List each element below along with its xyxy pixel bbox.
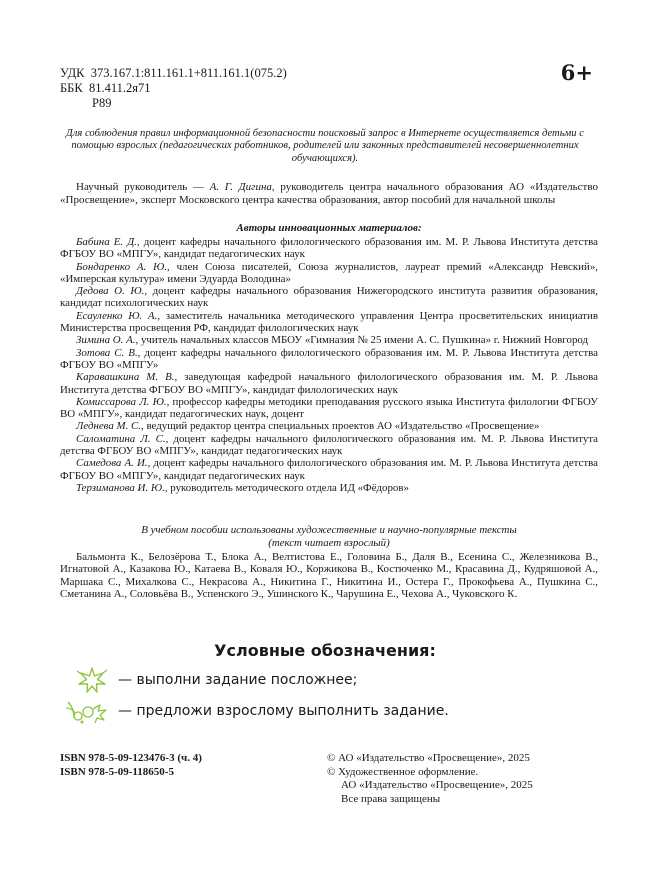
author-name: Бондаренко А. Ю. xyxy=(76,260,168,273)
author-name: Бабина Е. Д. xyxy=(76,236,137,248)
copyright-line: © Художественное оформление. xyxy=(327,765,479,778)
bbk-label: ББК xyxy=(60,81,83,95)
safety-notice: Для соблюдения правил информационной безопасности поисковый запрос в Интернете осуществляется детьми с помощью взрослых (педагогических работников, родителей или законных представителей несовершеннолетних обучающихся). xyxy=(66,128,584,164)
author-entry xyxy=(60,310,598,335)
author-name: Самедова А. И. xyxy=(76,457,148,470)
legend-item-adult-task xyxy=(62,696,449,726)
author-entry xyxy=(60,433,598,458)
author-name: Комиссарова Л. Ю. xyxy=(76,395,167,408)
isbn-line: ISBN 978-5-09-118650-5 xyxy=(60,765,174,778)
author-name: Зотова С. В. xyxy=(76,346,138,359)
author-entry xyxy=(60,457,598,482)
copyright-block xyxy=(327,752,533,806)
authors-heading: Авторы инновационных материалов: xyxy=(236,222,422,234)
author-name: Зимина О. А. xyxy=(76,334,136,347)
copyright-line: АО «Издательство «Просвещение», 2025 xyxy=(341,779,533,791)
legend-item-hard-task xyxy=(74,665,357,695)
author-description: , заместитель начальника методического управления Центра просветительских инициатив Министерства просвещения РФ, кандидат филологических наук xyxy=(60,309,599,335)
classification-block xyxy=(60,66,287,111)
green-helpers-icon xyxy=(62,696,110,726)
udk-label: УДК xyxy=(60,66,85,80)
supervisor-description: , руководитель центра начального образования АО «Издательство «Просвещение», эксперт Московского центра качества образования, автор пособий для начальной школы xyxy=(60,181,598,206)
author-name: Саломатина Л. С. xyxy=(76,432,166,445)
legend-text-adult-task: — предложи взрослому выполнить задание. xyxy=(118,703,449,719)
author-description: , член Союза писателей, Союза журналистов, лауреат премий «Александр Невский», «Имперская культура» имени Эдуарда Володина» xyxy=(60,260,598,285)
isbn-block xyxy=(60,752,202,779)
author-name: Каравашкина М. В. xyxy=(76,371,175,384)
legend-title: Условные обозначения: xyxy=(214,641,436,660)
copyright-line: Все права защищены xyxy=(341,792,441,805)
author-description: , ведущий редактор центра специальных проектов АО «Издательство «Просвещение» xyxy=(141,420,540,433)
author-name: Есауленко Ю. А. xyxy=(76,309,158,322)
supervisor-prefix: Научный руководитель — xyxy=(76,181,210,193)
green-star-icon xyxy=(74,665,110,695)
author-entry xyxy=(60,420,598,432)
supervisor-name: А. Г. Дигина xyxy=(209,181,272,193)
author-entry xyxy=(60,236,598,261)
age-rating: 6+ xyxy=(560,60,593,85)
author-entry xyxy=(60,371,598,396)
legend-text-hard-task: — выполни задание посложнее; xyxy=(118,672,358,688)
authors-list xyxy=(60,236,598,494)
author-description: , заведующая кафедрой начального филологического образования им. М. Р. Львова Института детства ФГБОУ ВО «МПГУ», кандидат филологических наук xyxy=(60,371,598,396)
author-entry xyxy=(60,482,598,494)
author-description: , доцент кафедры начального образования Нижегородского института развития образования, кандидат психологических наук xyxy=(60,285,599,310)
udk-value: 373.167.1:811.161.1+811.161.1(075.2) xyxy=(90,66,287,80)
author-entry xyxy=(60,285,598,310)
author-name: Дедова О. Ю. xyxy=(76,285,145,298)
author-name: Леднева М. С. xyxy=(76,420,142,433)
author-entry xyxy=(60,396,598,421)
author-description: , профессор кафедры методики преподавания русского языка Института филологии ФГБОУ ВО «МПГУ», кандидат педагогических наук, доцент xyxy=(60,395,598,421)
author-description: , доцент кафедры начального филологического образования им. М. Р. Львова Института детства ФГБОУ ВО «МПГУ», кандидат педагогических наук xyxy=(60,432,599,458)
books-heading xyxy=(60,524,598,549)
books-heading-line: В учебном пособии использованы художественные и научно-популярные тексты xyxy=(141,524,517,536)
copyright-line: © АО «Издательство «Просвещение», 2025 xyxy=(327,752,530,764)
author-entry xyxy=(60,261,598,286)
author-description: , руководитель методического отдела ИД «Фёдоров» xyxy=(164,481,409,494)
author-description: , доцент кафедры начального филологического образования им. М. Р. Львова Института детства ФГБОУ ВО «МПГУ», кандидат педагогических наук xyxy=(60,236,598,261)
author-mark: Р89 xyxy=(92,96,112,110)
author-description: , учитель начальных классов МБОУ «Гимназия № 25 имени А. С. Пушкина» г. Нижний Новгород xyxy=(135,334,589,347)
author-description: , доцент кафедры начального филологического образования им. М. Р. Львова Института детства ФГБОУ ВО «МПГУ», кандидат педагогических наук xyxy=(60,457,598,482)
author-name: Терзиманова И. Ю. xyxy=(76,481,165,494)
bbk-value: 81.411.2я71 xyxy=(88,81,151,95)
author-entry xyxy=(60,334,598,346)
books-heading-note: (текст читает взрослый) xyxy=(268,536,390,549)
author-description: , доцент кафедры начального филологического образования им. М. Р. Львова Института детства ФГБОУ ВО «МПГУ» xyxy=(60,346,598,371)
author-entry xyxy=(60,347,598,372)
supervisor-paragraph xyxy=(60,181,598,207)
isbn-line: ISBN 978-5-09-123476-3 (ч. 4) xyxy=(60,752,202,764)
books-authors-list: Бальмонта К., Белозёрова Т., Блока А., Велтистова Е., Головина Б., Даля В., Есенина С., Железникова В., Игнатовой А., Казакова Ю., Катаева В., Коваля Ю., Коржикова В., Костюченко М., Красавина Д., Кудряшовой А., Маршака С., Михалкова С., Некрасова А., Никитина Г., Никитина И., Остера Г., Прокофьева А., Пушкина С., Сметанина А., Соловьёва В., Успенского Э., Ушинского К., Чарушина Е., Чехова А., Чуковского К. xyxy=(60,551,598,600)
